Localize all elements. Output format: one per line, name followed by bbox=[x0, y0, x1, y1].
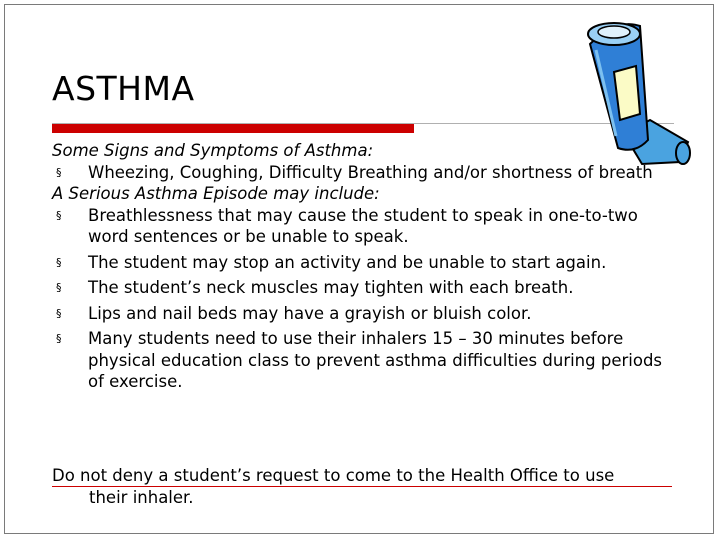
list-item bbox=[52, 252, 682, 274]
slide-title: ASTHMA bbox=[52, 69, 195, 108]
footer-note-line2: their inhaler. bbox=[89, 488, 194, 507]
list-item bbox=[52, 303, 682, 325]
symptom-text: Wheezing, Coughing, Difficulty Breathing and/or shortness of breath bbox=[88, 162, 653, 182]
bullet-marker: § bbox=[56, 281, 62, 294]
list-item bbox=[52, 328, 682, 393]
bullet-marker: § bbox=[56, 208, 62, 222]
list-item bbox=[52, 277, 682, 299]
list-item bbox=[52, 162, 682, 184]
episode-text: The student may stop an activity and be unable to start again. bbox=[88, 252, 607, 272]
episode-text: Many students need to use their inhalers 15 – 30 minutes before physical education class to prevent asthma difficulties during periods of exercise. bbox=[88, 329, 663, 391]
footer-note-line1: Do not deny a student’s request to come to the Health Office to use bbox=[52, 466, 615, 485]
episode-heading: A Serious Asthma Episode may include: bbox=[52, 184, 380, 203]
footer-note bbox=[52, 465, 682, 509]
bullet-marker: § bbox=[56, 332, 62, 345]
episode-text: The student’s neck muscles may tighten with each breath. bbox=[88, 278, 574, 297]
symptoms-heading: Some Signs and Symptoms of Asthma: bbox=[52, 141, 374, 160]
episode-text: Breathlessness that may cause the student to speak in one-to-two word sentences or be unable to speak. bbox=[88, 205, 638, 246]
title-accent-bar bbox=[52, 124, 414, 133]
bullet-marker: § bbox=[56, 306, 62, 320]
slide-body bbox=[52, 140, 682, 393]
footer-note-underline bbox=[52, 486, 672, 487]
bullet-marker: § bbox=[56, 255, 62, 269]
bullet-marker: § bbox=[56, 165, 62, 179]
list-item bbox=[52, 205, 682, 248]
episode-text: Lips and nail beds may have a grayish or bluish color. bbox=[88, 303, 532, 323]
